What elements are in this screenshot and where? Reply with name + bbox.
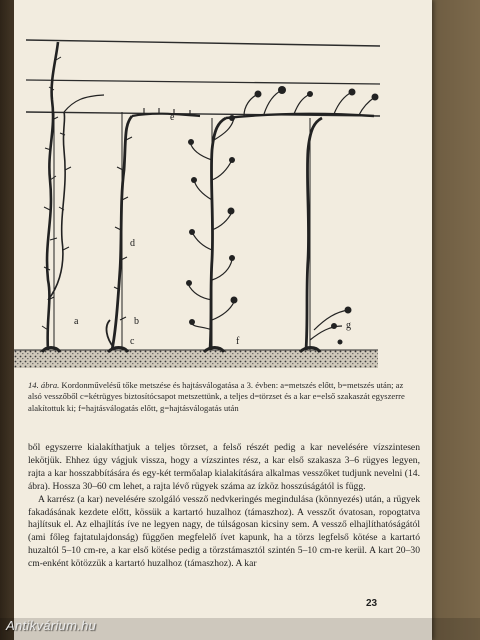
- page-number: 23: [366, 598, 378, 609]
- caption-text: Kordonművelésű tőke metszése és hajtásválogatása a 3. évben: a=metszés előtt, b=metszés után; az alsó vesszőből c=kétrügyes biztosítócsapot metszettünk, a teljes d=törzset és a kar e=első szakaszát egyszerre alakítottuk ki; f=hajtásválogatás előtt, g=hajtásválogatás után: [28, 380, 405, 413]
- top-wire: [26, 40, 380, 46]
- label-e: e: [170, 112, 175, 123]
- vine-a-before-pruning: [42, 42, 104, 352]
- label-a: a: [74, 316, 79, 327]
- figure-caption: [28, 380, 418, 414]
- label-d: d: [130, 238, 135, 249]
- trellis-wires: [26, 40, 380, 116]
- label-f: f: [236, 336, 240, 347]
- vine-g-after-selection: [300, 118, 352, 352]
- middle-wire: [26, 80, 380, 84]
- paragraph-2: A karrész (a kar) nevelésére szolgáló vessző nedvkeringés megindulása (könnyezés) után, a rügyek fakadásának kezdete előtt, kössük a kartartó huzalhoz (támaszhoz). A vesszőt óvatosan, ropogtatva hajlítsuk el. Az elhajlítás íve ne legyen nagy, de túlságosan kicsiny sem. A vessző elhajlíthatóságától (ami főleg fajtatulajdonság) függően megfelelő ívet kapunk, ha a törzs legfelső kötése a kartartó huzaltól 5–10 cm-re, a kar első kötése pedig a törzstámasztól szintén 5–10 cm-re kerül. A kart 20–30 cm-enként kötözzük a kartartó huzalhoz (támaszhoz). A kar: [28, 493, 420, 570]
- vine-b-after-pruning: [107, 108, 200, 352]
- label-c: c: [130, 336, 135, 347]
- body-text: [28, 442, 420, 571]
- vine-training-illustration: [14, 0, 432, 380]
- book-page: [14, 0, 432, 640]
- background-right: [424, 0, 480, 640]
- figure-number: 14. ábra.: [28, 380, 60, 390]
- soil-strip: [14, 350, 378, 368]
- paragraph-1: ből egyszerre kialakíthatjuk a teljes törzset, a felső részét pedig a kar nevelésére vízszintesen lekötjük. Ehhez úgy vágjuk vissza, hogy a vízszintes rész, a kar első szakasza 3–6 rügyes legyen, rajta a kar hosszabbítására és egy-két termőalap kialakítására alkalmas vesszőket tudjunk nevelni (14. ábra). Hossza 30–60 cm lehet, a rajta lévő rügyek száma az ízköz hosszúságától is függ.: [28, 442, 420, 492]
- label-b: b: [134, 316, 139, 327]
- watermark: Antikvárium.hu: [6, 618, 97, 633]
- label-g: g: [346, 320, 351, 331]
